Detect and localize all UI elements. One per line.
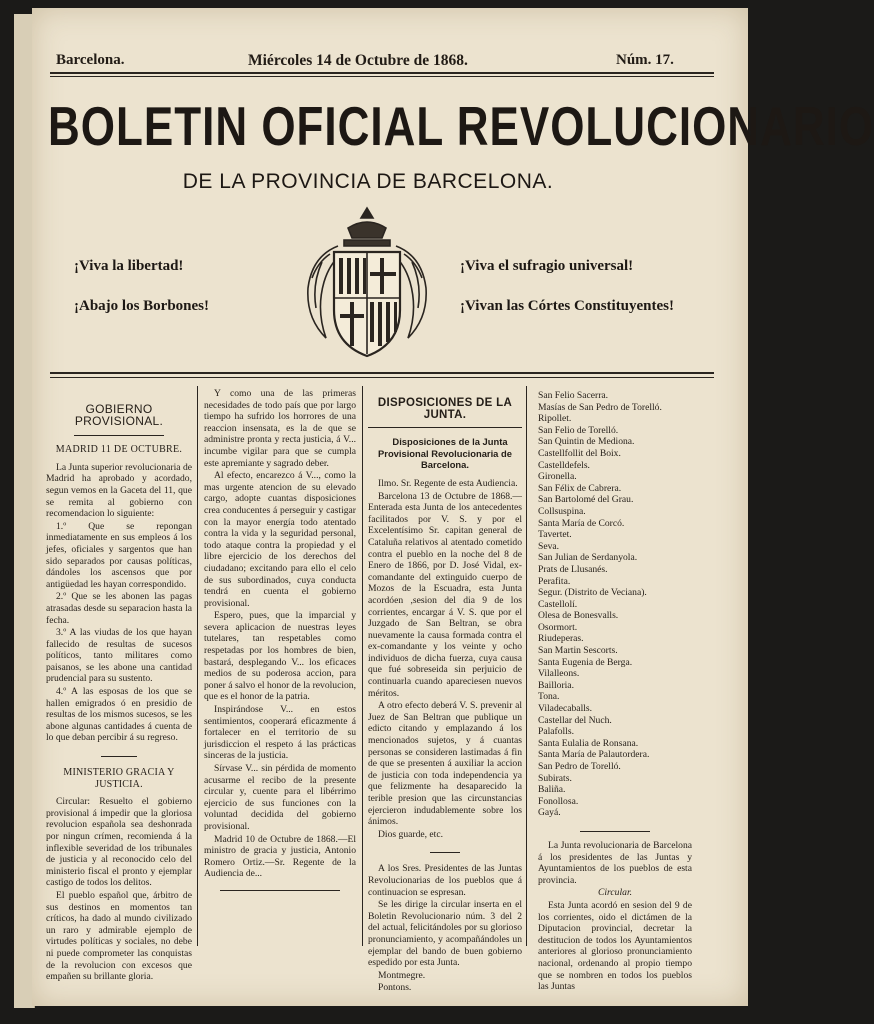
circular-label: Circular. <box>597 887 633 899</box>
masthead-subtitle: DE LA PROVINCIA DE BARCELONA. <box>182 170 554 193</box>
paragraph: 2.º Que se les abonen las pagas atrasadas desde su separacion hasta la fecha. <box>46 591 192 626</box>
section-heading-disposiciones: DISPOSICIONES DE LA JUNTA. <box>368 398 522 428</box>
paragraph: Espero, pues, que la imparcial y severa aplicacion de nuestras leyes tutelares, tan respetables como respetadas por los hombres de bien, bastará, desplegando V... los eficaces medios de su poderosa accion, para poner á salvo el honor de la revolucion, que es el honor de la patria. <box>204 610 356 703</box>
paragraph: Se les dirige la circular inserta en el Boletin Revolucionario núm. 3 del 2 del actual, felicitándoles por su glorioso pronunciamiento, y acompañándoles un ejemplar del bando de buen gobierno espedido por esta Junta. <box>368 899 522 969</box>
subheading: Disposiciones de la Junta Provisional Revolucionaria de Barcelona. <box>378 436 512 471</box>
paragraph: 3.º A las viudas de los que hayan fallecido de resultas de sucesos políticos, tanto militares como paisanos, se les abone una cantidad prudencial para su sustento. <box>46 627 192 685</box>
paragraph: La Junta revolucionaria de Barcelona á los presidentes de las Juntas y Ayuntamientos de los pueblos de esta provincia. <box>538 839 692 886</box>
place-list-item: Tavertet. <box>538 529 572 541</box>
place-list-item: Fonollosa. <box>538 795 579 807</box>
paragraph: Barcelona 13 de Octubre de 1868.—Enterada esta Junta de los antecedentes facilitados por V. S. y por el Excelentísimo Sr. capitan general de Cataluña relativos al atentado cometido contra el pueblo en la noche del 8 de Enero de 1866, por D. José Vidal, ex-comandante del extinguido cuerpo de Mozos de la Escuadra, esta Junta acordóen ,sesion del dia 9 de los corrientes, encargar á V. S. que por el Juzgado de San Beltran, se obra nuevamente la causa formada contra el ex-comandante y los veinte y ocho individuos de dicha fuerza, cuya causa que fué sobreseida sin perjuicio de continuarla cuando apareciesen nuevos méritos. <box>368 490 522 699</box>
paragraph: La Junta superior revolucionaria de Madrid ha aprobado y acordado, segun vemos en la Gaceta del 11, que se remita al gobierno con recomendacion lo siguiente: <box>46 461 192 520</box>
salutation: Ilmo. Sr. Regente de esta Audiencia. <box>378 477 518 489</box>
dateline: MADRID 11 DE OCTUBRE. <box>55 444 183 456</box>
place-list-item: Baliña. <box>538 784 566 796</box>
column-3 <box>368 398 522 995</box>
paragraph: 1.º Que se repongan inmediatamente en sus empleos á los jefes, oficiales y sargentos que han sido separados por causas políticas, dándoles los ascensos que por antigüedad les hayan correspondido. <box>46 520 192 590</box>
place-list-item: San Félix de Cabrera. <box>538 482 622 494</box>
paragraph: A los Sres. Presidentes de las Juntas Revolucionarias de los pueblos que á continuacion se espresan. <box>368 863 522 898</box>
coat-of-arms-icon <box>300 202 434 364</box>
place-list-item: San Julian de Serdanyola. <box>538 552 638 564</box>
section-heading-ministerio: MINISTERIO GRACIA Y JUSTICIA. <box>63 767 175 790</box>
paragraph: Esta Junta acordó en sesion del 9 de los corrientes, oido el dictámen de la Diputacion provincial, decretar la destitucion de todos los Ayuntamientos anteriores al glorioso pronunciamiento nacional, ordenando al propio tiempo que se nombren en todos los pueblos las Juntas <box>538 899 692 993</box>
place-list-item: Collsuspina. <box>538 505 586 517</box>
paragraph: Circular: Resuelto el gobierno provisional á impedir que la gloriosa revolucion española sea deshonrada por ningun crímen, recomienda á la inflexible severidad de los tribunales de justicia y al reconocido celo del ministerio fiscal el pronto y ejemplar castigo de todos los delitos. <box>46 796 192 889</box>
header-number: Núm. 17. <box>616 52 674 68</box>
place-list-item: San Pedro de Torelló. <box>538 761 621 772</box>
paragraph: Al efecto, encarezco á V..., como la mas urgente atencion de su elevado cargo, adopte cuantas disposiciones crea conducentes á perseguir y castigar con la mayor energía todo atentado contra la vida y la seguridad personal, todo ataque contra la propiedad y el libre ejercicio de los derechos del ciudadano; excitando para ello el celo de sus subordinados, cuya conducta tendrá en cuenta el gobierno provisional. <box>204 470 356 609</box>
place-list-item: Perafita. <box>538 575 571 587</box>
separator-rule <box>101 756 137 757</box>
heading-rule <box>74 435 164 436</box>
column-4 <box>538 390 692 994</box>
separator-rule <box>430 852 460 853</box>
place-list-item: Bailloria. <box>538 679 574 691</box>
place-list-item: San Felio Sacerra. <box>538 390 609 401</box>
place-name: Pontons. <box>378 982 412 994</box>
slogan-left-bottom: ¡Abajo los Borbones! <box>74 298 210 314</box>
place-list-item: Santa Eulalia de Ronsana. <box>538 737 639 749</box>
place-list-item: Viladecaballs. <box>538 703 593 715</box>
place-list-item: Castellar del Nuch. <box>538 714 612 726</box>
masthead-bottom-rule <box>50 372 714 374</box>
place-list-item: San Felio de Torelló. <box>538 424 619 436</box>
paragraph: A otro efecto deberá V. S. prevenir al Juez de San Beltran que publique un edicto citando y emplazando á los mencionados sujetos, y á cuantas personas se consideren lastimadas á fin de que se presenten á auxiliar la accion de justicia con toda independencia ya que felizmente ha desaparecido la terible presion que las circunstancias ejercieron indudablemente sobre los ánimos. <box>368 700 522 828</box>
places-list <box>538 390 692 819</box>
masthead-title: BOLETIN OFICIAL REVOLUCIONARIO <box>48 96 874 158</box>
slogan-left-top: ¡Viva la libertad! <box>74 258 184 274</box>
place-list-item: Masías de San Pedro de Torelló. <box>538 401 662 413</box>
place-list-item: Seva. <box>538 540 560 552</box>
paragraph: Inspirándose V... en estos sentimientos, cooperará eficazmente á fortalecer en el territorio de su jurisdiccion el respeto á las prácticas sinceras de la justicia. <box>204 704 356 762</box>
place-name: Montmegre. <box>378 969 426 981</box>
column-1 <box>46 400 192 984</box>
slogan-right-bottom: ¡Vivan las Córtes Constituyentes! <box>460 298 675 314</box>
place-list-item: Santa María de Corcó. <box>538 517 625 529</box>
place-list-item: Osormort. <box>538 621 578 633</box>
paragraph: 4.º A las esposas de los que se hallen emigrados ó en presidio de resultas de los mismos sucesos, se les abone algunas cantidades á cuenta de lo que deban percibir á su regreso. <box>46 686 192 744</box>
place-list-item: San Quintin de Mediona. <box>538 436 635 448</box>
header-rule-thin <box>50 76 714 77</box>
header-date: Miércoles 14 de Octubre de 1868. <box>248 52 468 69</box>
column-divider-3 <box>526 386 527 946</box>
place-list-item: Castelldefels. <box>538 459 590 471</box>
place-list-item: Riudeperas. <box>538 633 584 645</box>
place-list-item: Gironella. <box>538 471 577 483</box>
header-city: Barcelona. <box>56 52 125 68</box>
closing: Dios guarde, etc. <box>378 828 444 840</box>
paragraph: El pueblo español que, árbitro de sus destinos en momentos tan críticos, ha dado al mundo civilizado un raro y admirable ejemplo de virtudes políticas y sociales, no debe ni puede comprometer las conquistas de la revolucion con excesos que empañen su brillante gloria. <box>46 889 192 983</box>
separator-rule <box>220 890 340 891</box>
place-list-item: Prats de Llusanés. <box>538 563 608 575</box>
place-list-item: Gayá. <box>538 807 561 819</box>
place-list-item: Vilalleons. <box>538 668 580 680</box>
paragraph: Y como una de las primeras necesidades de todo país que por largo tiempo ha sufrido los horrores de una reaccion insensata, es la de que se administre pronta y recta justicia, á V... incumbe vigilar para que se cumpla este apremiante y sagrado deber. <box>204 388 356 469</box>
separator-rule <box>580 831 650 832</box>
place-list-item: San Martin Sescorts. <box>538 645 618 657</box>
column-divider-1 <box>197 386 198 946</box>
place-list-item: Subirats. <box>538 772 572 784</box>
masthead-bottom-rule-thin <box>50 377 714 378</box>
section-heading-gobierno: GOBIERNO PROVISIONAL. <box>74 402 164 428</box>
slogan-right-top: ¡Viva el sufragio universal! <box>460 258 634 274</box>
place-list-item: Castellolí. <box>538 598 578 610</box>
paragraph: Madrid 10 de Octubre de 1868.—El ministro de gracia y justicia, Antonio Romero Ortiz.—Sr. Regente de la Audiencia de... <box>204 833 356 880</box>
place-list-item: San Bartolomé del Grau. <box>538 494 634 506</box>
place-list-item: Segur. (Distrito de Veciana). <box>538 587 647 599</box>
paragraph: Sírvase V... sin pérdida de momento acusarme el recibo de la presente circular y, cuente para el libérrimo ejercicio de sus funciones con la voluntad decidida del gobierno provisional. <box>204 763 356 832</box>
place-list-item: Palafolls. <box>538 726 574 738</box>
newspaper-page <box>32 8 874 1006</box>
column-2 <box>204 388 356 901</box>
column-divider-2 <box>362 386 363 946</box>
place-list-item: Tona. <box>538 691 560 703</box>
place-list-item: Olesa de Bonesvalls. <box>538 610 619 622</box>
header-rule <box>50 72 714 74</box>
place-list-item: Santa Eugenia de Berga. <box>538 656 633 668</box>
place-list-item: Castellfollit del Boix. <box>538 447 621 459</box>
place-list-item: Ripollet. <box>538 413 572 425</box>
place-list-item: Santa María de Palautordera. <box>538 749 650 761</box>
